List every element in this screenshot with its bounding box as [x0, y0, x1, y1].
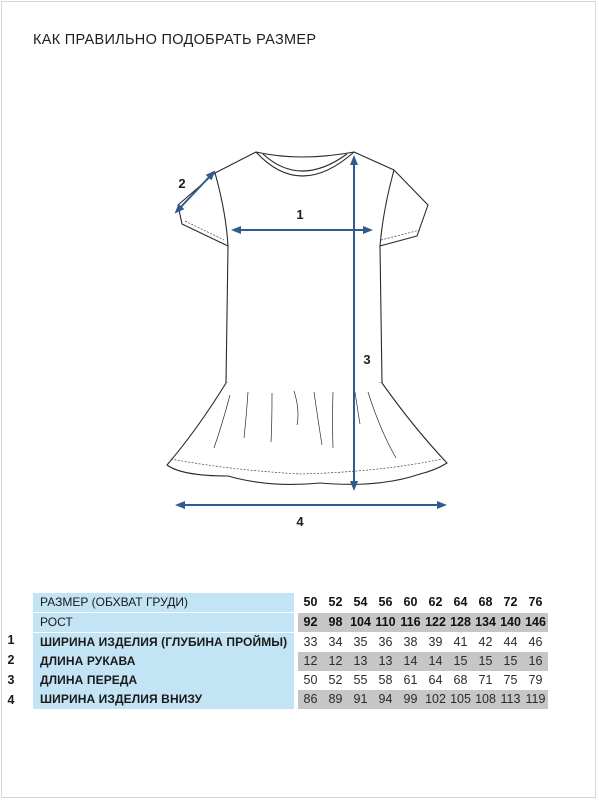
- measure-label-4: 4: [296, 514, 304, 529]
- measure-value: 14: [398, 652, 423, 671]
- size-value: 68: [473, 593, 498, 613]
- measure-value: 99: [398, 690, 423, 709]
- height-value: 98: [323, 613, 348, 633]
- measure-value: 42: [473, 633, 498, 652]
- height-value: 134: [473, 613, 498, 633]
- row-number-4: 4: [7, 693, 15, 707]
- measure-value: 89: [323, 690, 348, 709]
- height-value: 140: [498, 613, 523, 633]
- measure-label-2: 2: [178, 176, 186, 191]
- measure-row-label: ДЛИНА РУКАВА: [33, 652, 294, 671]
- measure-value: 75: [498, 671, 523, 690]
- row-number-1: 1: [7, 633, 15, 647]
- page-title: КАК ПРАВИЛЬНО ПОДОБРАТЬ РАЗМЕР: [33, 32, 317, 48]
- measure-value: 46: [523, 633, 548, 652]
- height-value: 92: [298, 613, 323, 633]
- size-value: 56: [373, 593, 398, 613]
- measure-value: 34: [323, 633, 348, 652]
- size-value: 64: [448, 593, 473, 613]
- dress-outline: [167, 152, 447, 484]
- measure-value: 55: [348, 671, 373, 690]
- measure-value: 71: [473, 671, 498, 690]
- measure-value: 14: [423, 652, 448, 671]
- measure-row-label: ШИРИНА ИЗДЕЛИЯ ВНИЗУ: [33, 690, 294, 709]
- size-row-label: РАЗМЕР (ОБХВАТ ГРУДИ): [33, 593, 294, 613]
- measure-value: 105: [448, 690, 473, 709]
- measure-value: 39: [423, 633, 448, 652]
- size-value: 52: [323, 593, 348, 613]
- measure-value: 15: [448, 652, 473, 671]
- measure-value: 35: [348, 633, 373, 652]
- measure-value: 64: [423, 671, 448, 690]
- measure-value: 12: [323, 652, 348, 671]
- measure-row-label: ШИРИНА ИЗДЕЛИЯ (ГЛУБИНА ПРОЙМЫ): [33, 633, 294, 652]
- measure-value: 50: [298, 671, 323, 690]
- measure-value: 52: [323, 671, 348, 690]
- measure-value: 44: [498, 633, 523, 652]
- measure-value: 102: [423, 690, 448, 709]
- measure-label-1: 1: [296, 207, 304, 222]
- measure-value: 108: [473, 690, 498, 709]
- measure-value: 86: [298, 690, 323, 709]
- height-value: 122: [423, 613, 448, 633]
- height-value: 104: [348, 613, 373, 633]
- measure-value: 41: [448, 633, 473, 652]
- measure-value: 58: [373, 671, 398, 690]
- measure-value: 91: [348, 690, 373, 709]
- measure-value: 36: [373, 633, 398, 652]
- size-value: 60: [398, 593, 423, 613]
- measure-value: 15: [498, 652, 523, 671]
- measure-value: 119: [523, 690, 548, 709]
- size-row: [33, 593, 548, 613]
- measure-row-1: [33, 633, 548, 652]
- height-value: 116: [398, 613, 423, 633]
- size-value: 62: [423, 593, 448, 613]
- size-value: 76: [523, 593, 548, 613]
- measure-value: 12: [298, 652, 323, 671]
- measure-value: 13: [348, 652, 373, 671]
- height-row-label: РОСТ: [33, 613, 294, 633]
- measure-value: 33: [298, 633, 323, 652]
- row-number-2: 2: [7, 653, 15, 667]
- height-value: 128: [448, 613, 473, 633]
- measure-value: 79: [523, 671, 548, 690]
- measure-row-4: [33, 690, 548, 709]
- measure-row-3: [33, 671, 548, 690]
- measure-value: 94: [373, 690, 398, 709]
- measure-value: 13: [373, 652, 398, 671]
- measure-value: 38: [398, 633, 423, 652]
- height-value: 110: [373, 613, 398, 633]
- measure-value: 113: [498, 690, 523, 709]
- size-value: 54: [348, 593, 373, 613]
- measure-row-label: ДЛИНА ПЕРЕДА: [33, 671, 294, 690]
- measure-value: 16: [523, 652, 548, 671]
- measure-value: 68: [448, 671, 473, 690]
- measure-value: 15: [473, 652, 498, 671]
- size-value: 50: [298, 593, 323, 613]
- row-number-3: 3: [7, 673, 15, 687]
- size-value: 72: [498, 593, 523, 613]
- size-table: [33, 593, 548, 709]
- height-row: [33, 613, 548, 633]
- measure-row-2: [33, 652, 548, 671]
- measure-label-3: 3: [363, 352, 371, 367]
- height-value: 146: [523, 613, 548, 633]
- measure-value: 61: [398, 671, 423, 690]
